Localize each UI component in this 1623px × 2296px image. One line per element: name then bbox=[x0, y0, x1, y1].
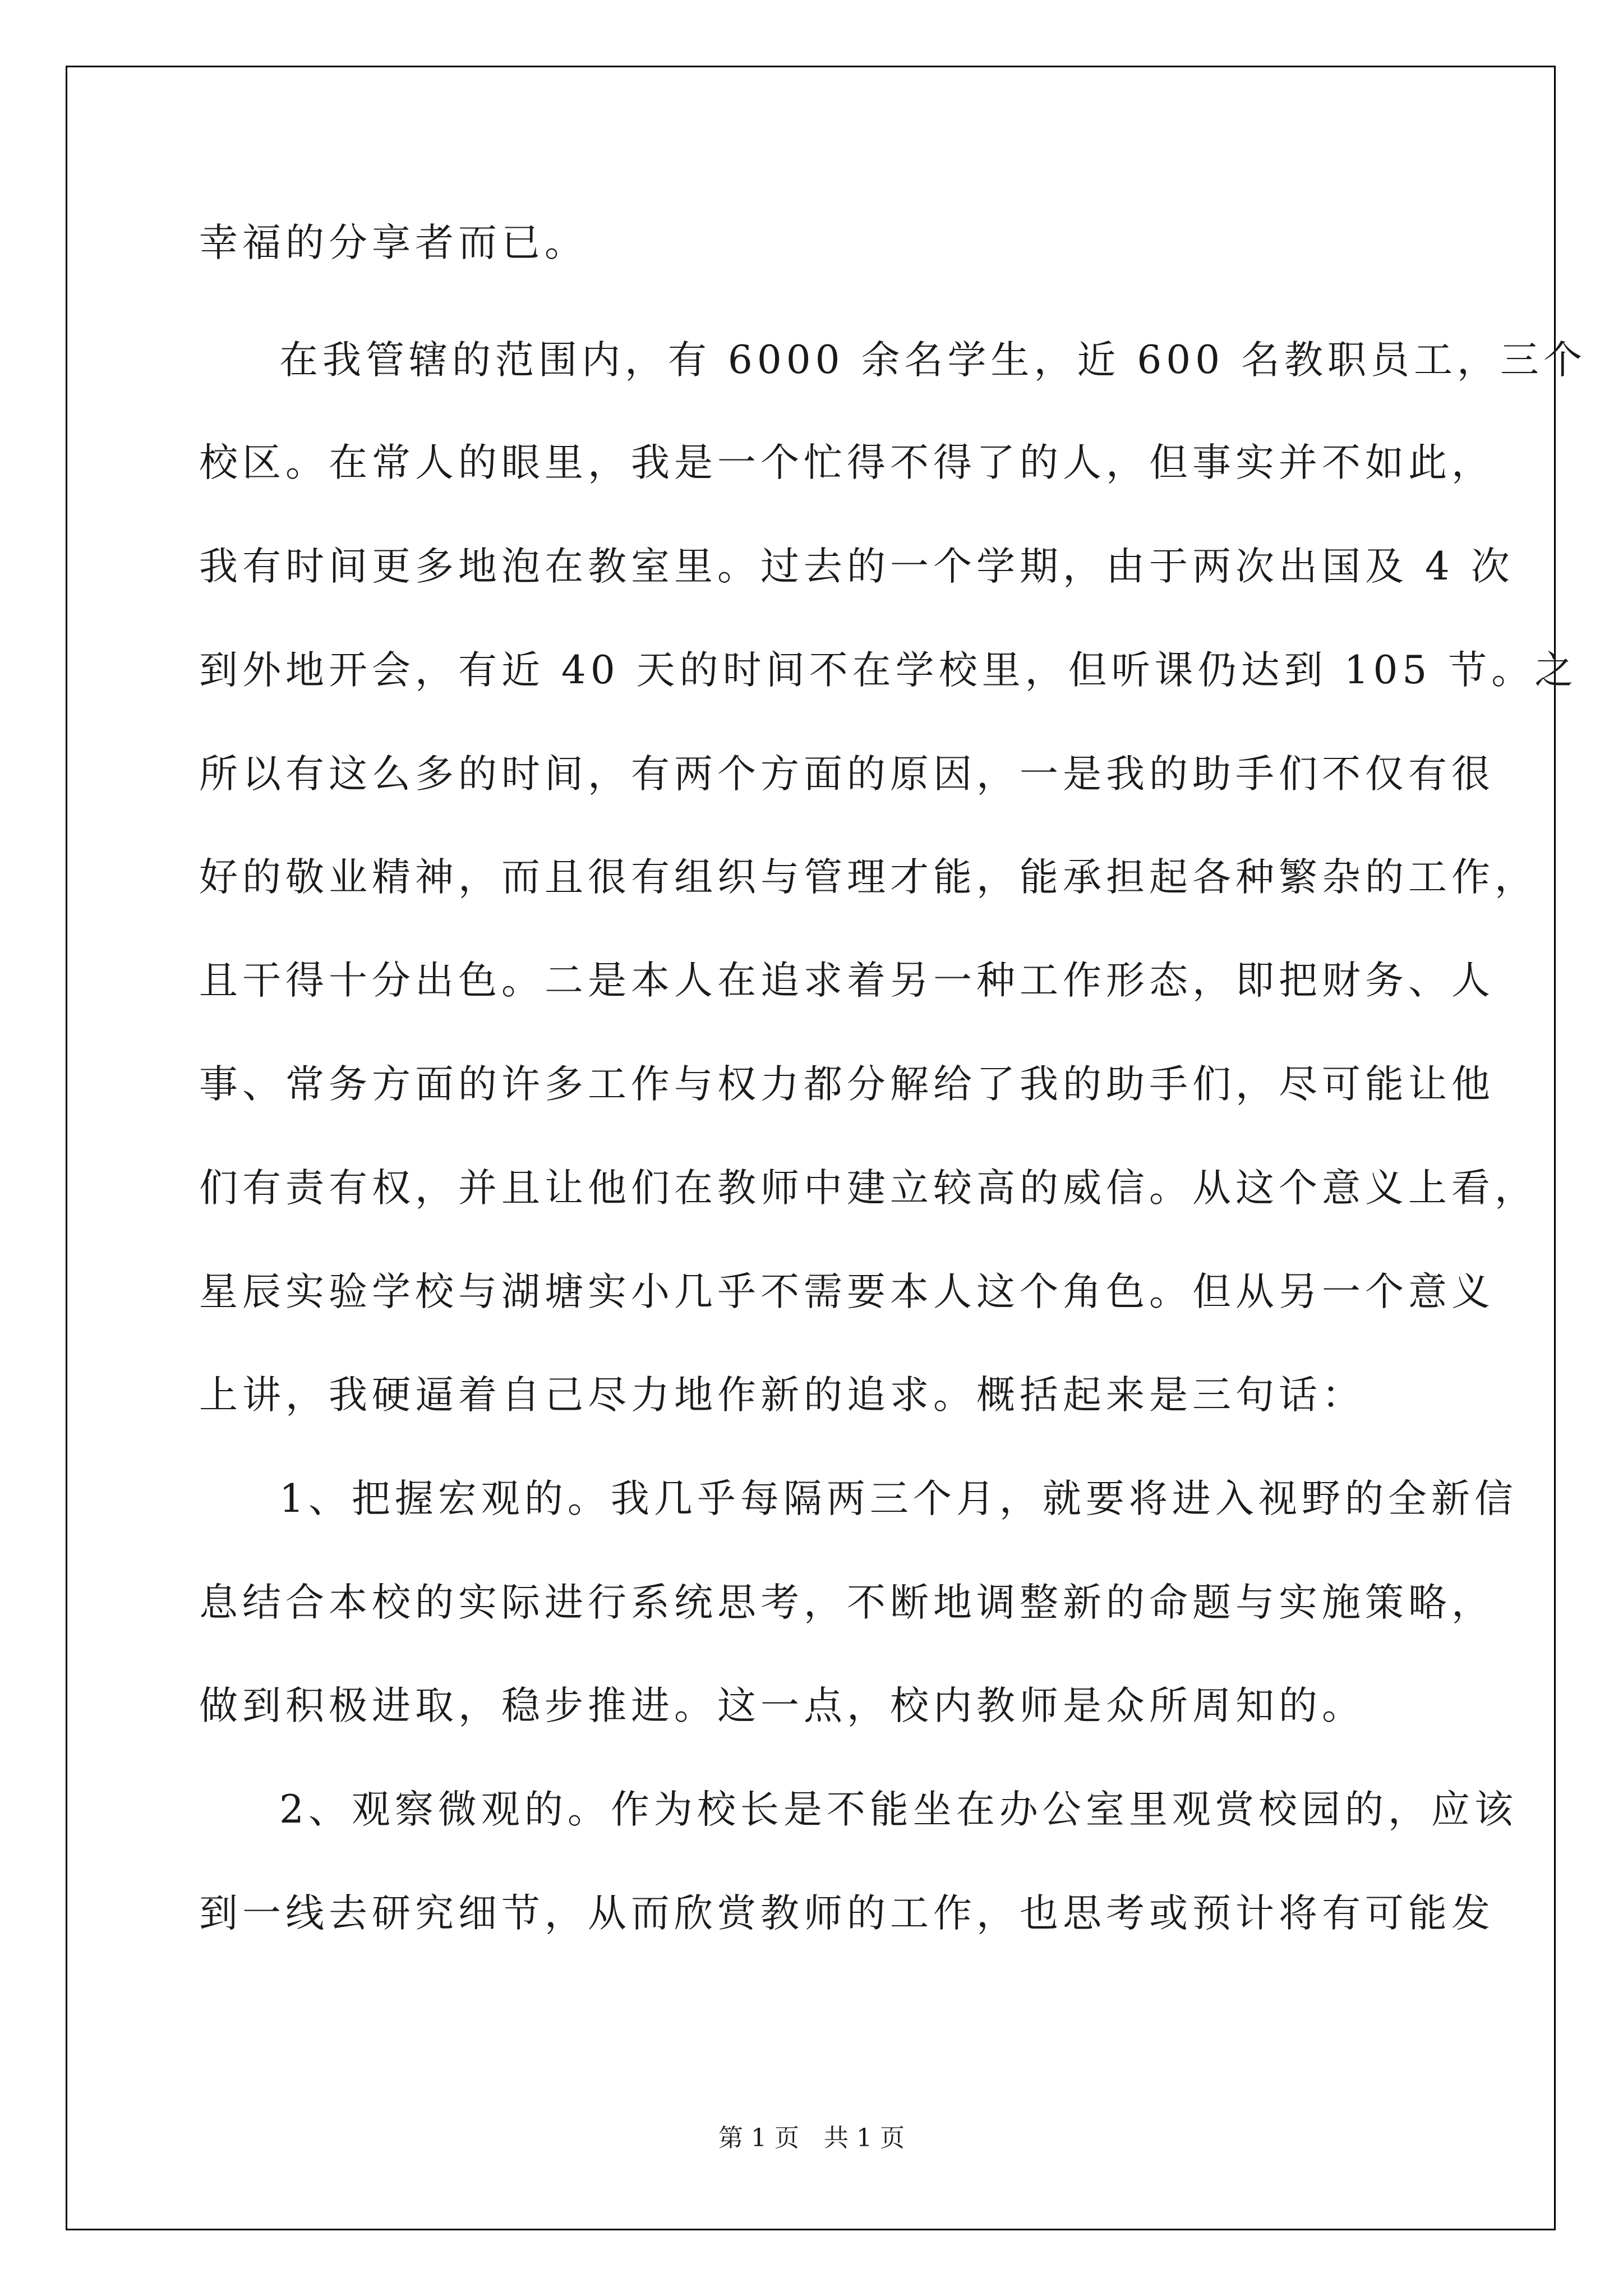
paragraph-first-line: 1、把握宏观的。我几乎每隔两三个月，就要将进入视野的全新信 bbox=[279, 1476, 1518, 1521]
body-text-line: 且干得十分出色。二是本人在追求着另一种工作形态，即把财务、人 bbox=[199, 958, 1495, 1003]
page-footer: 第 1 页 共 1 页 bbox=[718, 2124, 905, 2152]
body-text-line: 做到积极进取，稳步推进。这一点，校内教师是众所周知的。 bbox=[199, 1683, 1365, 1728]
paragraph-first-line: 在我管辖的范围内，有 6000 余名学生，近 600 名教职员工，三个 bbox=[279, 338, 1587, 383]
body-text-line: 事、常务方面的许多工作与权力都分解给了我的助手们，尽可能让他 bbox=[199, 1062, 1495, 1107]
body-text-line: 好的敬业精神，而且很有组织与管理才能，能承担起各种繁杂的工作， bbox=[199, 855, 1538, 900]
body-text-line: 星辰实验学校与湖塘实小几乎不需要本人这个角色。但从另一个意义 bbox=[199, 1269, 1495, 1314]
body-text-line: 上讲，我硬逼着自己尽力地作新的追求。概括起来是三句话： bbox=[199, 1373, 1365, 1418]
body-text-line: 幸福的分享者而已。 bbox=[199, 220, 588, 265]
body-text-line: 所以有这么多的时间，有两个方面的原因，一是我的助手们不仅有很 bbox=[199, 752, 1495, 797]
body-text-line: 息结合本校的实际进行系统思考，不断地调整新的命题与实施策略， bbox=[199, 1580, 1495, 1625]
body-text-line: 我有时间更多地泡在教室里。过去的一个学期，由于两次出国及 4 次 bbox=[199, 544, 1514, 589]
body-text-line: 到一线去研究细节，从而欣赏教师的工作，也思考或预计将有可能发 bbox=[199, 1891, 1495, 1936]
body-text-line: 们有责有权，并且让他们在教师中建立较高的威信。从这个意义上看， bbox=[199, 1166, 1538, 1211]
body-text-line: 校区。在常人的眼里，我是一个忙得不得了的人，但事实并不如此， bbox=[199, 440, 1495, 485]
body-text-line: 到外地开会，有近 40 天的时间不在学校里，但听课仍达到 105 节。之 bbox=[199, 648, 1578, 693]
paragraph-first-line: 2、观察微观的。作为校长是不能坐在办公室里观赏校园的，应该 bbox=[279, 1787, 1518, 1832]
